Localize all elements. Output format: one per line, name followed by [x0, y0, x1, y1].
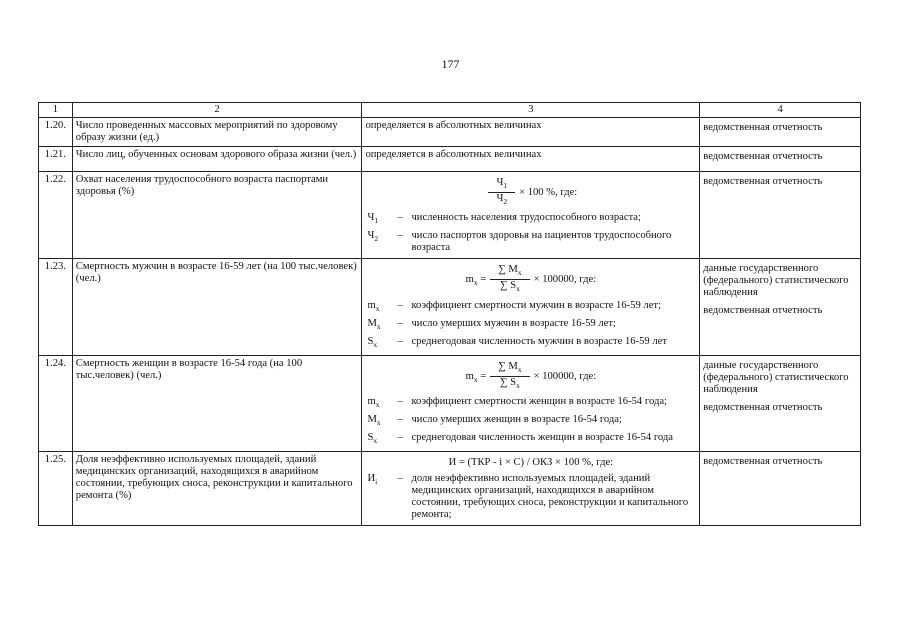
fraction-denominator [490, 377, 529, 392]
method-text: определяется в абсолютных величинах [365, 120, 542, 131]
table-row [39, 147, 861, 172]
definition-text: коэффициент смертности мужчин в возрасте 16-59 лет; [411, 299, 661, 311]
column-number-row [39, 103, 861, 118]
row-number: 1.20. [39, 118, 73, 147]
data-source [700, 172, 861, 259]
formula-definition [365, 230, 696, 254]
column-number: 2 [72, 103, 362, 118]
formula-lhs: m [465, 274, 474, 286]
definition-text: численность населения трудоспособного возраста; [411, 212, 641, 224]
data-source [700, 147, 861, 172]
formula-fraction [490, 264, 529, 295]
definition-symbol-base: M [367, 317, 377, 329]
denominator-text: ∑ S [499, 280, 517, 292]
definition-symbol-base: Ч [367, 230, 375, 242]
definition-text: число паспортов здоровья на пациентов трудоспособного возраста [411, 230, 672, 254]
fraction-denominator [490, 280, 529, 295]
data-source [700, 259, 861, 356]
definition-symbol-subscript: 2 [374, 234, 379, 244]
numerator-subscript: x [517, 268, 522, 278]
calculation-method [362, 118, 700, 147]
definition-symbol [365, 336, 397, 351]
row-number: 1.23. [39, 259, 73, 356]
data-source [700, 452, 861, 526]
table-row [39, 452, 861, 526]
definition-dash: – [397, 396, 403, 408]
definition-symbol [365, 318, 397, 333]
definition-symbol [365, 230, 397, 254]
source-text: ведомственная отчетность [703, 401, 823, 413]
definition-symbol-subscript: x [376, 418, 381, 428]
column-number: 3 [362, 103, 700, 118]
source-text: ведомственная отчетность [703, 151, 823, 162]
row-number: 1.22. [39, 172, 73, 259]
formula-lhs-subscript: x [473, 278, 478, 288]
definition-symbol [365, 473, 397, 521]
row-number: 1.25. [39, 452, 73, 526]
definition-symbol [365, 432, 397, 447]
definition-symbol-base: M [367, 414, 377, 426]
table-row [39, 355, 861, 452]
table-row [39, 118, 861, 147]
formula-definition [365, 432, 696, 447]
definition-symbol-base: S [367, 335, 374, 347]
definition-symbol [365, 212, 397, 227]
indicator-name: Доля неэффективно используемых площадей, зданий медицинских организаций, находящихся в аварийном состоянии, требующих сноса, реконструкции и капитального ремонта (%) [72, 452, 362, 526]
formula-definition [365, 473, 696, 521]
source-text: ведомственная отчетность [703, 176, 823, 187]
fraction-numerator [488, 177, 515, 193]
formula-definition [365, 336, 696, 351]
formula-multiplier: × 100 %, где: [519, 187, 578, 199]
formula-definition [365, 414, 696, 429]
definition-dash: – [397, 299, 403, 311]
data-source [700, 355, 861, 452]
row-number: 1.24. [39, 355, 73, 452]
definition-text: коэффициент смертности женщин в возрасте 16-54 года; [411, 396, 667, 408]
numerator-text: ∑ M [498, 264, 518, 276]
formula-definition [365, 212, 696, 227]
definition-dash: – [397, 432, 403, 444]
formula-fraction [490, 361, 529, 392]
fraction-denominator [488, 193, 515, 208]
definition-symbol-subscript: x [373, 436, 378, 446]
denominator-text: Ч [496, 193, 504, 205]
definition-text: доля неэффективно используемых площадей, зданий медицинских организаций, находящихся в аварийном состоянии, требующих сноса, реконструкции и капитального ремонта; [411, 473, 689, 521]
source-text: ведомственная отчетность [703, 122, 823, 133]
formula-definition [365, 300, 696, 315]
formula-lhs: m [465, 370, 474, 382]
definition-symbol [365, 414, 397, 429]
formula-definition [365, 318, 696, 333]
page-number: 177 [441, 57, 460, 71]
table-row [39, 172, 861, 259]
indicator-table [38, 102, 861, 526]
formula-lhs-subscript: x [473, 375, 478, 385]
denominator-text: ∑ S [499, 376, 517, 388]
formula-equals: = [480, 370, 487, 382]
calculation-method [362, 172, 700, 259]
denominator-subscript: x [516, 381, 520, 391]
definition-dash: – [397, 317, 403, 329]
definition-symbol-subscript: x [375, 400, 380, 410]
definition-dash: – [397, 473, 403, 485]
source-text: данные государственного (федерального) статистического наблюдения [703, 263, 849, 299]
formula-multiplier: × 100000, где: [533, 274, 597, 286]
calculation-method [362, 355, 700, 452]
definition-symbol-base: S [367, 432, 374, 444]
source-text: данные государственного (федерального) статистического наблюдения [703, 359, 849, 395]
numerator-subscript: 1 [503, 181, 508, 191]
definition-text: число умерших женщин в возрасте 16-54 года; [411, 414, 622, 426]
definition-symbol-subscript: x [375, 303, 380, 313]
row-number: 1.21. [39, 147, 73, 172]
formula-equals: = [480, 274, 487, 286]
definition-dash: – [397, 212, 403, 224]
formula-definition [365, 396, 696, 411]
column-number: 1 [39, 103, 73, 118]
formula [365, 264, 696, 295]
definition-symbol-subscript: i [375, 477, 378, 487]
formula: И = (ТКР - i × C) / ОКЗ × 100 %, где: [448, 457, 614, 469]
fraction-numerator [490, 264, 529, 280]
formula-fraction [488, 177, 515, 208]
numerator-text: ∑ M [498, 360, 518, 372]
calculation-method [362, 452, 700, 526]
indicator-name: Охват населения трудоспособного возраста паспортами здоровья (%) [72, 172, 362, 259]
definition-symbol-base: И [367, 473, 376, 485]
definition-symbol [365, 396, 397, 411]
method-text: определяется в абсолютных величинах [365, 149, 542, 160]
definition-symbol-subscript: x [373, 339, 378, 349]
fraction-numerator [490, 361, 529, 377]
indicator-name: Смертность мужчин в возрасте 16-59 лет (на 100 тыс.человек) (чел.) [72, 259, 362, 356]
definition-symbol-subscript: 1 [374, 216, 379, 226]
definition-text: число умерших мужчин в возрасте 16-59 лет; [411, 317, 616, 329]
formula-multiplier: × 100000, где: [533, 370, 597, 382]
definition-text: среднегодовая численность женщин в возрасте 16-54 года [411, 432, 673, 444]
source-text: ведомственная отчетность [703, 305, 823, 317]
indicator-name: Смертность женщин в возрасте 16-54 года (на 100 тыс.человек) (чел.) [72, 355, 362, 452]
definition-symbol-base: Ч [367, 212, 375, 224]
definition-symbol-base: m [367, 299, 376, 311]
numerator-subscript: x [517, 364, 522, 374]
formula [365, 361, 696, 392]
denominator-subscript: x [516, 284, 520, 294]
indicator-name: Число проведенных массовых мероприятий по здоровому образу жизни (ед.) [72, 118, 362, 147]
numerator-text: Ч [496, 177, 504, 188]
table-row [39, 259, 861, 356]
definition-symbol-base: m [367, 396, 376, 408]
definition-symbol-subscript: x [376, 321, 381, 331]
formula [365, 177, 696, 208]
definition-text: среднегодовая численность мужчин в возрасте 16-59 лет [411, 335, 667, 347]
column-number: 4 [700, 103, 861, 118]
calculation-method [362, 147, 700, 172]
definition-dash: – [397, 230, 403, 242]
definition-dash: – [397, 414, 403, 426]
definition-dash: – [397, 335, 403, 347]
calculation-method [362, 259, 700, 356]
indicator-name: Число лиц, обученных основам здорового образа жизни (чел.) [72, 147, 362, 172]
source-text: ведомственная отчетность [703, 456, 823, 468]
denominator-subscript: 2 [503, 197, 508, 207]
data-source [700, 118, 861, 147]
definition-symbol [365, 300, 397, 315]
